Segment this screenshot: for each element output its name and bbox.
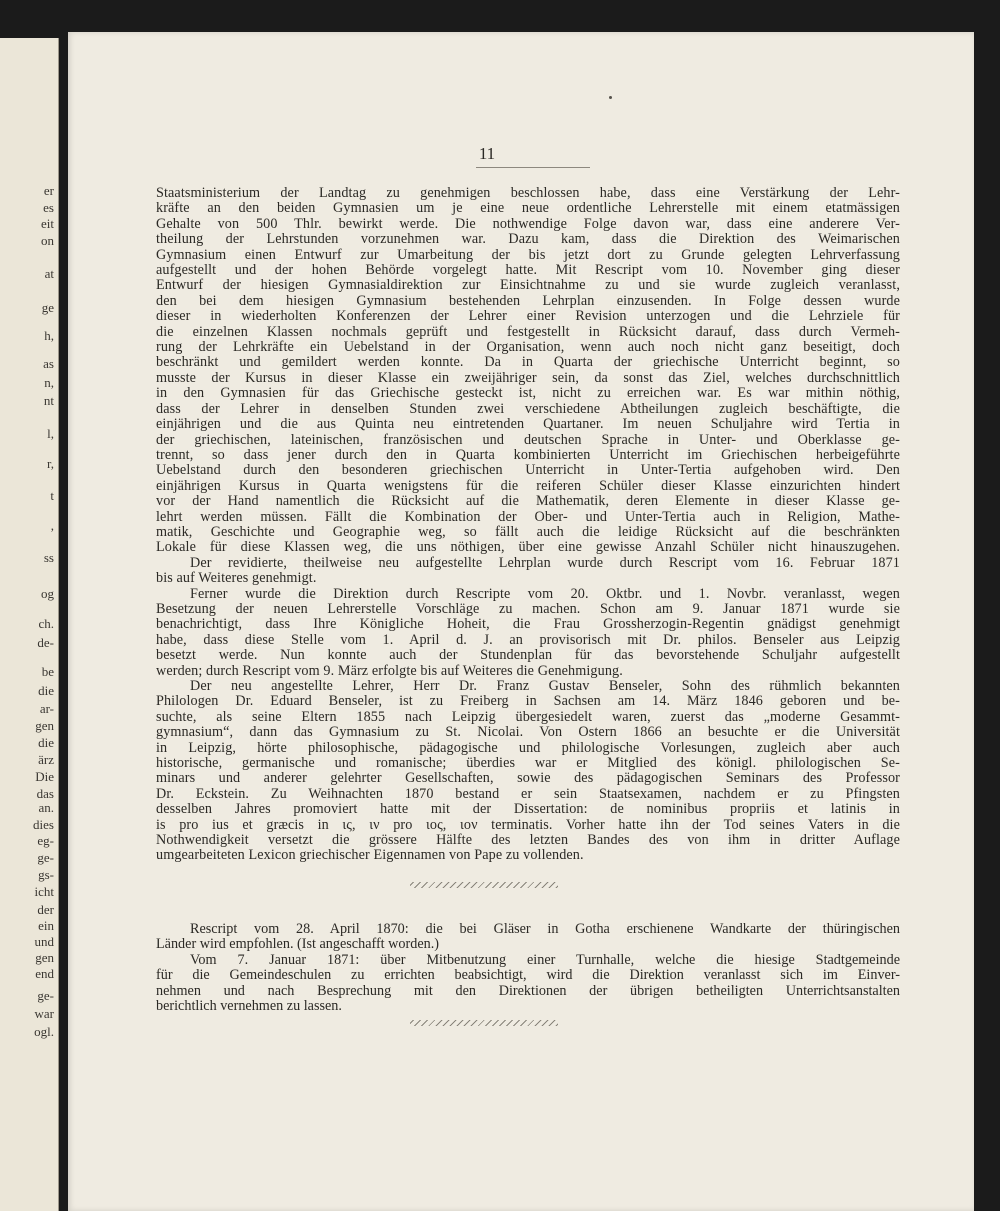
- text-line: Uebelstand durch den besonderen griechischen Unterricht in Unter-Tertia aufgehoben wird. Den: [156, 463, 900, 479]
- text-line: lehrt werden müssen. Fällt die Kombination der Ober- und Unter-Tertia auch in Religion, Mathe-: [156, 509, 900, 525]
- left-page-fragment: h,: [44, 328, 54, 343]
- left-page-fragment: er: [43, 183, 54, 198]
- left-page-fragment: be: [41, 664, 54, 679]
- text-line: benachrichtigt, dass Ihre Königliche Hoheit, die Frau Grossherzogin-Regentin gnädigst genehmigt: [156, 617, 900, 633]
- left-page-fragment: on: [41, 233, 54, 248]
- notes-text: [156, 922, 900, 1014]
- note-line: Rescript vom 28. April 1870: die bei Gläser in Gotha erschienene Wandkarte der thüringischen: [190, 922, 900, 937]
- left-page-fragment: de-: [37, 635, 54, 650]
- left-page-fragment: gen: [35, 718, 54, 733]
- text-line: minars und anderer gelehrter Gesellschaften, sowie des pädagogischen Seminars des Professor: [156, 771, 900, 787]
- text-line: trennt, so dass jener durch den in Quarta kombinierten Unterricht im Griechischen herbeigeführte: [156, 447, 900, 463]
- text-line: is pro ius et græcis in ις, ιν pro ιος, ιον terminatis. Vorher hatte ihn der Tod seines Vaters in die: [156, 817, 900, 833]
- ink-speck: [609, 96, 612, 99]
- left-page-fragment: und: [34, 934, 54, 949]
- text-line: Besetzung der neuen Lehrerstelle Vorschläge zu machen. Schon am 9. Januar 1871 wurde sie: [156, 601, 900, 617]
- left-page-edge: [0, 38, 59, 1211]
- text-line: historische, germanische und romanische; überdies war er Mitglied des königl. philologischen Se-: [156, 756, 900, 772]
- note-line: Länder wird empfohlen. (Ist angeschafft worden.): [156, 937, 439, 953]
- left-page-fragment: an.: [38, 800, 54, 815]
- left-page-fragment: gen: [35, 950, 54, 965]
- left-page-fragment: n,: [44, 375, 54, 390]
- left-page-fragment: end: [35, 966, 54, 981]
- left-page-fragment: at: [44, 266, 54, 281]
- left-page-fragment: eg-: [37, 833, 54, 848]
- text-line: beschränkt und gemildert werden konnte. Da in Quarta der griechische Unterricht beginnt, so: [156, 355, 900, 371]
- text-line: umgearbeiteten Lexicon griechischer Eigennamen von Pape zu vollenden.: [156, 848, 584, 864]
- note-line: für die Gemeindeschulen zu errichten beabsichtigt, wird die Direktion veranlasst sich im Einver-: [156, 968, 900, 984]
- text-line: Staatsministerium der Landtag zu genehmigen beschlossen habe, dass eine Verstärkung der Lehr-: [156, 186, 900, 201]
- left-page-fragment: war: [34, 1006, 54, 1021]
- text-line: Ferner wurde die Direktion durch Rescripte vom 20. Oktbr. und 1. Novbr. veranlasst, wegen: [190, 586, 900, 602]
- text-line: kräfte an den beiden Gymnasien um je eine neue ordentliche Lehrerstelle mit einem etatmässigen: [156, 201, 900, 217]
- left-page-fragment: es: [43, 200, 54, 215]
- text-line: musste der Kursus in dieser Klasse ein zweijähriger sein, da sonst das Ziel, welches durchschnittlich: [156, 370, 900, 386]
- left-page-fragment: das: [36, 786, 54, 801]
- left-page-fragment: der: [37, 902, 54, 917]
- left-page-fragment: ,: [50, 518, 54, 533]
- text-line: besetzt werde. Nun konnte auch der Stundenplan für das bevorstehende Schuljahr aufgestellt: [156, 648, 900, 664]
- text-line: vor der Hand namentlich die Rücksicht auf die Mathematik, deren Elemente in dieser Klasse ge-: [156, 494, 900, 510]
- note-line: berichtlich vernehmen zu lassen.: [156, 999, 342, 1015]
- left-page-fragment: as: [43, 356, 54, 371]
- left-page-fragment: t: [50, 488, 54, 503]
- text-line: dieser in wiederholten Konferenzen der Lehrer einer Revision unterzogen und die Lehrziele für: [156, 309, 900, 325]
- left-page-fragment: die: [38, 735, 54, 750]
- left-page-fragment: icht: [34, 884, 54, 899]
- text-line: in Leipzig, hörte philosophische, pädagogische und philologische Vorlesungen, zugleich aber auch: [156, 740, 900, 756]
- left-page-fragment: ge-: [37, 850, 54, 865]
- left-page-fragment: ge-: [37, 988, 54, 1003]
- left-page-fragment: ar-: [39, 701, 54, 716]
- text-line: Dr. Eckstein. Zu Weihnachten 1870 bestand er sein Staatsexamen, nachdem er zu Pfingsten: [156, 786, 900, 802]
- text-line: rung der Lehrkräfte ein Uebelstand in der Organisation, wenn auch noch nicht ganz beseitigt, doch: [156, 340, 900, 356]
- text-line: Der neu angestellte Lehrer, Herr Dr. Franz Gustav Benseler, Sohn des rühmlich bekannten: [190, 679, 900, 694]
- text-line: habe, dass diese Stelle vom 1. April d. J. an provisorisch mit Dr. philos. Benseler aus Leipzig: [156, 632, 900, 648]
- left-page-fragment: nt: [43, 393, 54, 408]
- left-page-fragment: Die: [35, 769, 54, 784]
- left-page-fragment: gs-: [38, 867, 54, 882]
- note-line: Vom 7. Januar 1871: über Mitbenutzung einer Turnhalle, welche die hiesige Stadtgemeinde: [190, 952, 900, 968]
- text-line: in den Gymnasien für das Griechische gesteckt ist, nicht zu erreichen war. Es war mithin nöthig,: [156, 386, 900, 402]
- left-page-fragment: ss: [43, 550, 54, 565]
- text-line: suchte, als seine Eltern 1855 nach Leipzig übergesiedelt waren, zuerst das „moderne Gesammt-: [156, 709, 900, 725]
- section-divider-top: [410, 882, 558, 888]
- text-line: aufgestellt und der hohen Behörde vorgelegt hatte. Mit Rescript vom 10. November ging dieser: [156, 263, 900, 279]
- left-page-fragment: ein: [38, 918, 54, 933]
- text-line: bis auf Weiteres genehmigt.: [156, 571, 317, 587]
- left-page-fragment: ge: [41, 300, 54, 315]
- text-line: Gehalte von 500 Thlr. bewirkt werde. Die nothwendige Folge davon war, dass eine anderere Ver-: [156, 216, 900, 232]
- text-line: werden; durch Rescript vom 9. März erfolgte bis auf Weiteres die Genehmigung.: [156, 663, 623, 679]
- text-line: gymnasium“, dann das Gymnasium zu St. Nicolai. Von Ostern 1866 an besuchte er die Universität: [156, 725, 900, 741]
- section-divider-bottom: [410, 1020, 558, 1026]
- left-page-fragment: dies: [33, 817, 54, 832]
- left-page-fragment: eit: [41, 216, 54, 231]
- text-line: theilung der Lehrstunden vorzunehmen war. Dazu kam, dass die Direktion des Weimarischen: [156, 232, 900, 248]
- left-page-fragment: og: [41, 586, 54, 601]
- page-number-rule: [476, 167, 590, 168]
- text-line: desselben Jahres promoviert hatte mit der Dissertation: de nominibus propriis et latinis in: [156, 802, 900, 818]
- left-page-fragment: die: [38, 683, 54, 698]
- left-page-fragment: l,: [47, 426, 54, 441]
- main-text: [156, 186, 900, 864]
- text-line: Lokale für diese Klassen weg, die uns nöthigen, über eine gewisse Anzahl Schüler nicht hinauszugehen.: [156, 540, 900, 556]
- text-line: den bei dem hiesigen Gymnasium bestehenden Lehrplan einzusenden. In Folge dessen wurde: [156, 293, 900, 309]
- page-number: 11: [478, 144, 496, 163]
- left-page-fragment: ärz: [38, 752, 54, 767]
- text-line: einjährigen Kursus in Quarta wenigstens für die reiferen Schüler dieser Klasse einzurichten hindert: [156, 478, 900, 494]
- left-page-fragment: r,: [46, 456, 54, 471]
- document-page: [68, 32, 974, 1211]
- text-line: der griechischen, lateinischen, französischen und deutschen Sprache in Unter- und Oberklasse ge-: [156, 432, 900, 448]
- text-line: Gymnasium einen Entwurf zur Umarbeitung der bis jetzt dort zu Grunde gelegten Lehrverfassung: [156, 247, 900, 263]
- text-line: die einzelnen Klassen nochmals geprüft und festgestellt in Rücksicht darauf, dass durch Vermeh-: [156, 324, 900, 340]
- text-line: Philologen Dr. Eduard Benseler, ist zu Freiberg in Sachsen am 14. März 1846 geboren und be-: [156, 694, 900, 710]
- text-line: Entwurf der hiesigen Gymnasialdirektion zur Einsichtnahme zu und sie wurde zugleich veranlasst,: [156, 278, 900, 294]
- note-line: nehmen und nach Besprechung mit den Direktionen der übrigen betheiligten Unterrichtsanstalten: [156, 983, 900, 999]
- text-line: matik, Geschichte und Geographie weg, so fällt auch die leidige Rücksicht auf die beschränkten: [156, 524, 900, 540]
- left-page-fragment: ch.: [38, 616, 54, 631]
- text-line: einjährigen und die aus Quinta neu eintretenden Quartaner. Im neuen Schuljahre wird Tertia in: [156, 417, 900, 433]
- text-line: dass der Lehrer in denselben Stunden zwei verschiedene Abtheilungen zugleich beschäftigte, die: [156, 401, 900, 417]
- left-page-fragment: ogl.: [34, 1024, 54, 1039]
- text-line: Der revidierte, theilweise neu aufgestellte Lehrplan wurde durch Rescript vom 16. Februar 1871: [190, 555, 900, 571]
- text-line: Nothwendigkeit versetzt die grössere Hälfte des letzten Bandes des von ihm in dritter Auflage: [156, 833, 900, 849]
